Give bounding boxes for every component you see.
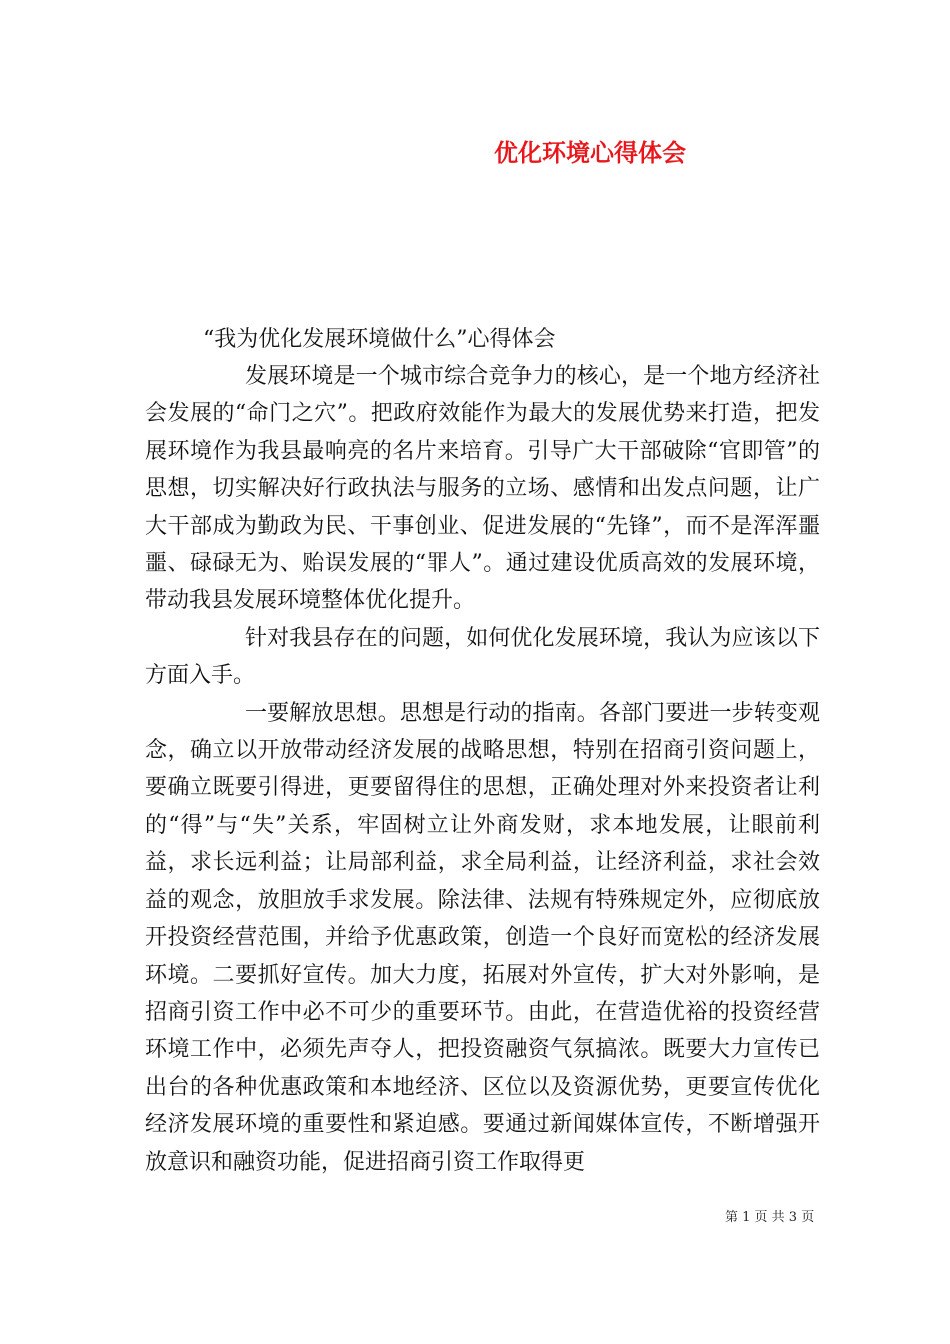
document-body — [145, 358, 820, 1181]
paragraph-2: 针对我县存在的问题，如何优化发展环境，我认为应该以下方面入手。 — [145, 625, 820, 689]
paragraph-1: 发展环境是一个城市综合竞争力的核心，是一个地方经济社会发展的“命门之穴”。把政府效能作为最大的发展优势来打造，把发展环境作为我县最响亮的名片来培育。引导广大干部破除“官即管”的思想，切实解决好行政执法与服务的立场、感情和出发点问题，让广大干部成为勤政为民、干事创业、促进发展的“先锋”，而不是浑浑噩噩、碌碌无为、贻误发展的“罪人”。通过建设优质高效的发展环境，带动我县发展环境整体优化提升。 — [145, 364, 820, 614]
page-number-footer: 第 1 页 共 3 页 — [725, 1210, 815, 1225]
document-subtitle: “我为优化发展环境做什么”心得体会 — [203, 327, 556, 352]
paragraph-3: 一要解放思想。思想是行动的指南。各部门要进一步转变观念，确立以开放带动经济发展的战略思想，特别在招商引资问题上，要确立既要引得进，更要留得住的思想，正确处理对外来投资者让利的“得”与“失”关系，牢固树立让外商发财，求本地发展，让眼前利益，求长远利益；让局部利益，求全局利益，让经济利益，求社会效益的观念，放胆放手求发展。除法律、法规有特殊规定外，应彻底放开投资经营范围，并给予优惠政策，创造一个良好而宽松的经济发展环境。二要抓好宣传。加大力度，拓展对外宣传，扩大对外影响，是招商引资工作中必不可少的重要环节。由此，在营造优裕的投资经营环境工作中，必须先声夺人，把投资融资气氛搞浓。既要大力宣传已出台的各种优惠政策和本地经济、区位以及资源优势，更要宣传优化经济发展环境的重要性和紧迫感。要通过新闻媒体宣传，不断增强开放意识和融资功能，促进招商引资工作取得更 — [145, 700, 820, 1175]
document-title: 优化环境心得体会 — [494, 138, 686, 167]
